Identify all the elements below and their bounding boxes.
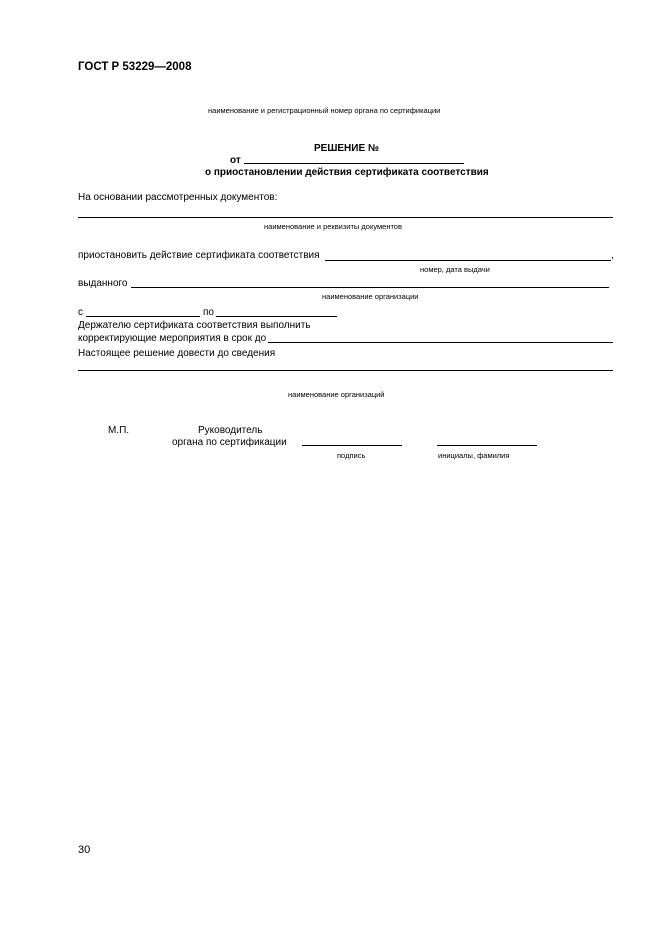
signer-role-line2: органа по сертификации [172,437,287,448]
certificate-number-line[interactable] [325,260,611,261]
issued-label: выданного [78,278,128,289]
basis-caption: наименование и реквизиты документов [264,222,402,231]
decision-title: РЕШЕНИЕ № [314,143,380,154]
period-from-line[interactable] [86,316,200,317]
name-caption: инициалы, фамилия [438,451,510,460]
holder-instruction-line2: корректирующие мероприятия в срок до [78,333,267,344]
suspend-comma: , [611,250,614,261]
authority-caption: наименование и регистрационный номер органа по сертификации [208,106,441,115]
basis-label: На основании рассмотренных документов: [78,192,278,203]
holder-instruction-line1: Держателю сертификата соответствия выполнить [78,320,311,331]
page-number: 30 [78,844,91,856]
stamp-label: М.П. [108,425,130,436]
signer-role-line1: Руководитель [198,425,263,436]
decision-date-line[interactable] [244,163,464,164]
decision-date-label: от [230,155,241,166]
suspend-label: приостановить действие сертификата соответствия [78,250,320,261]
notify-line[interactable] [78,370,613,371]
period-to-label: по [203,307,214,318]
holder-deadline-line[interactable] [268,342,613,343]
notify-label: Настоящее решение довести до сведения [78,348,276,359]
period-from-label: с [78,307,83,318]
issued-organization-line[interactable] [131,287,609,288]
decision-subject: о приостановлении действия сертификата соответствия [205,167,489,178]
period-to-line[interactable] [216,316,337,317]
basis-line[interactable] [78,217,613,218]
document-standard-header: ГОСТ Р 53229—2008 [78,61,192,73]
signature-line[interactable] [302,445,402,446]
issued-organization-caption: наименование организации [322,292,419,301]
name-line[interactable] [437,445,537,446]
notify-caption: наименование организаций [288,390,385,399]
certificate-number-caption: номер, дата выдачи [420,265,490,274]
signature-caption: подпись [337,451,366,460]
